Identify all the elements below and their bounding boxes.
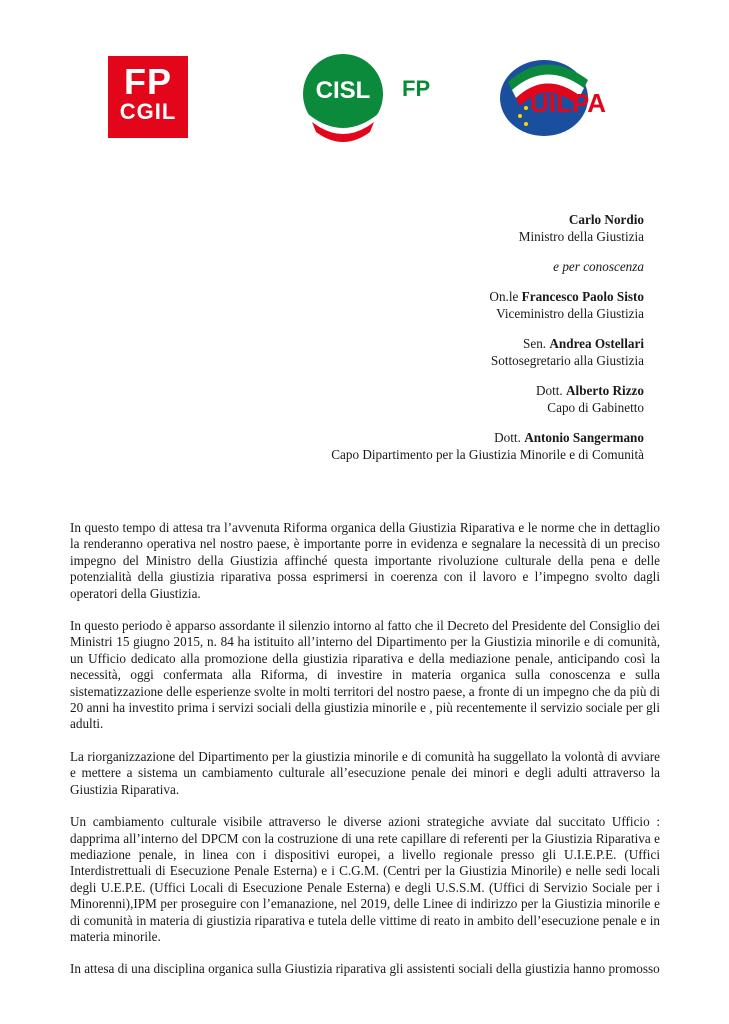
fp-cgil-logo-line2: CGIL	[119, 99, 177, 124]
recipient-entry	[331, 429, 644, 463]
body-paragraph: In questo tempo di attesa tra l’avvenuta Riforma organica della Giustizia Riparativa e le norme che in dettaglio la renderanno operativa nel nostro paese, è importante porre in evidenza e segnalare la necessità di un preciso impegno del Ministro della Giustizia affinché questa importante rivoluzione culturale della pena e delle potenzialità della giustizia riparativa possa esprimersi in coerenza con il lavoro e l’impegno svolto dagli operatori della Giustizia.	[70, 520, 660, 601]
primary-recipient-role: Ministro della Giustizia	[518, 229, 644, 244]
body-paragraph: La riorganizzazione del Dipartimento per la giustizia minorile e di comunità ha suggellato la volontà di avviare e mettere a sistema un cambiamento culturale all’esecuzione penale dei minori e degli adulti attraverso la Giustizia Riparativa.	[70, 748, 660, 797]
recipient-entry	[331, 382, 644, 416]
recipient-entry	[331, 335, 644, 369]
recipient-prefix: Dott.	[535, 383, 566, 398]
body-paragraph: In questo periodo è apparso assordante il silenzio intorno al fatto che il Decreto del Presidente del Consiglio dei Ministri 15 giugno 2015, n. 84 ha istituito all’interno del Dipartimento per la Giustizia minorile e di comunità, un Ufficio dedicato alla promozione della giustizia riparativa e della mediazione penale, anticipando così la necessità, oggi confermata alla Riforma, di investire in materia organica sulla conoscenza e sulla sistematizzazione delle esperienze svolte in molti territori del nostro paese, a fronte di un impegno che da più di 20 anni ha investito prima i servizi sociali della giustizia minorile e , più recentemente il servizio sociale per gli adulti.	[70, 618, 660, 732]
cisl-fp-logo	[298, 52, 438, 142]
uilpa-logo	[496, 52, 626, 142]
recipient-entry	[331, 288, 644, 322]
cc-label: e per conoscenza	[553, 259, 644, 274]
header-logos	[0, 52, 729, 142]
fp-cgil-logo-line1: FP	[123, 61, 172, 102]
fp-cgil-logo	[108, 56, 188, 138]
recipient-name: Alberto Rizzo	[566, 383, 644, 398]
recipient-name: Antonio Sangermano	[524, 430, 644, 445]
recipient-role: Capo Dipartimento per la Giustizia Minorile e di Comunità	[331, 447, 644, 462]
recipient-role: Sottosegretario alla Giustizia	[490, 353, 644, 368]
recipient-prefix: On.le	[489, 289, 522, 304]
recipient-role: Capo di Gabinetto	[547, 400, 644, 415]
recipient-prefix: Dott.	[494, 430, 525, 445]
recipients-block	[331, 211, 644, 476]
body-paragraph: In attesa di una disciplina organica sulla Giustizia riparativa gli assistenti sociali della giustizia hanno promosso	[70, 961, 660, 977]
recipient-prefix: Sen.	[523, 336, 550, 351]
primary-recipient	[331, 211, 644, 245]
cisl-logo-text: CISL	[315, 77, 371, 104]
letter-body	[70, 520, 660, 994]
primary-recipient-name: Carlo Nordio	[568, 212, 644, 227]
body-paragraph: Un cambiamento culturale visibile attraverso le diverse azioni strategiche avviate dal succitato Ufficio : dapprima all’interno del DPCM con la costruzione di una rete capillare di referenti per la Giustizia Riparativa e mediazione penale, in linea con i dispositivi europei, a livello regionale presso gli U.I.E.P.E. (Uffici Interdistrettuali di Esecuzione Penale Esterna) e i C.G.M. (Centri per la Giustizia Minorile) e nelle sedi locali degli U.E.P.E. (Uffici Locali di Esecuzione Penale Esterna) e degli U.S.S.M. (Uffici di Servizio Sociale per i Minorenni),IPM per proseguire con l’emanazione, nel 2019, delle Linee di indirizzo per la Giustizia minorile e di comunità in materia di giustizia riparativa e tutela delle vittime di reato in ambito dell’esecuzione penale e in materia minorile.	[70, 814, 660, 944]
recipient-role: Viceministro della Giustizia	[496, 306, 644, 321]
recipient-name: Andrea Ostellari	[549, 336, 644, 351]
recipient-name: Francesco Paolo Sisto	[521, 289, 644, 304]
fp-logo-text: FP	[402, 76, 431, 101]
uilpa-logo-text: UILPA	[529, 88, 607, 118]
